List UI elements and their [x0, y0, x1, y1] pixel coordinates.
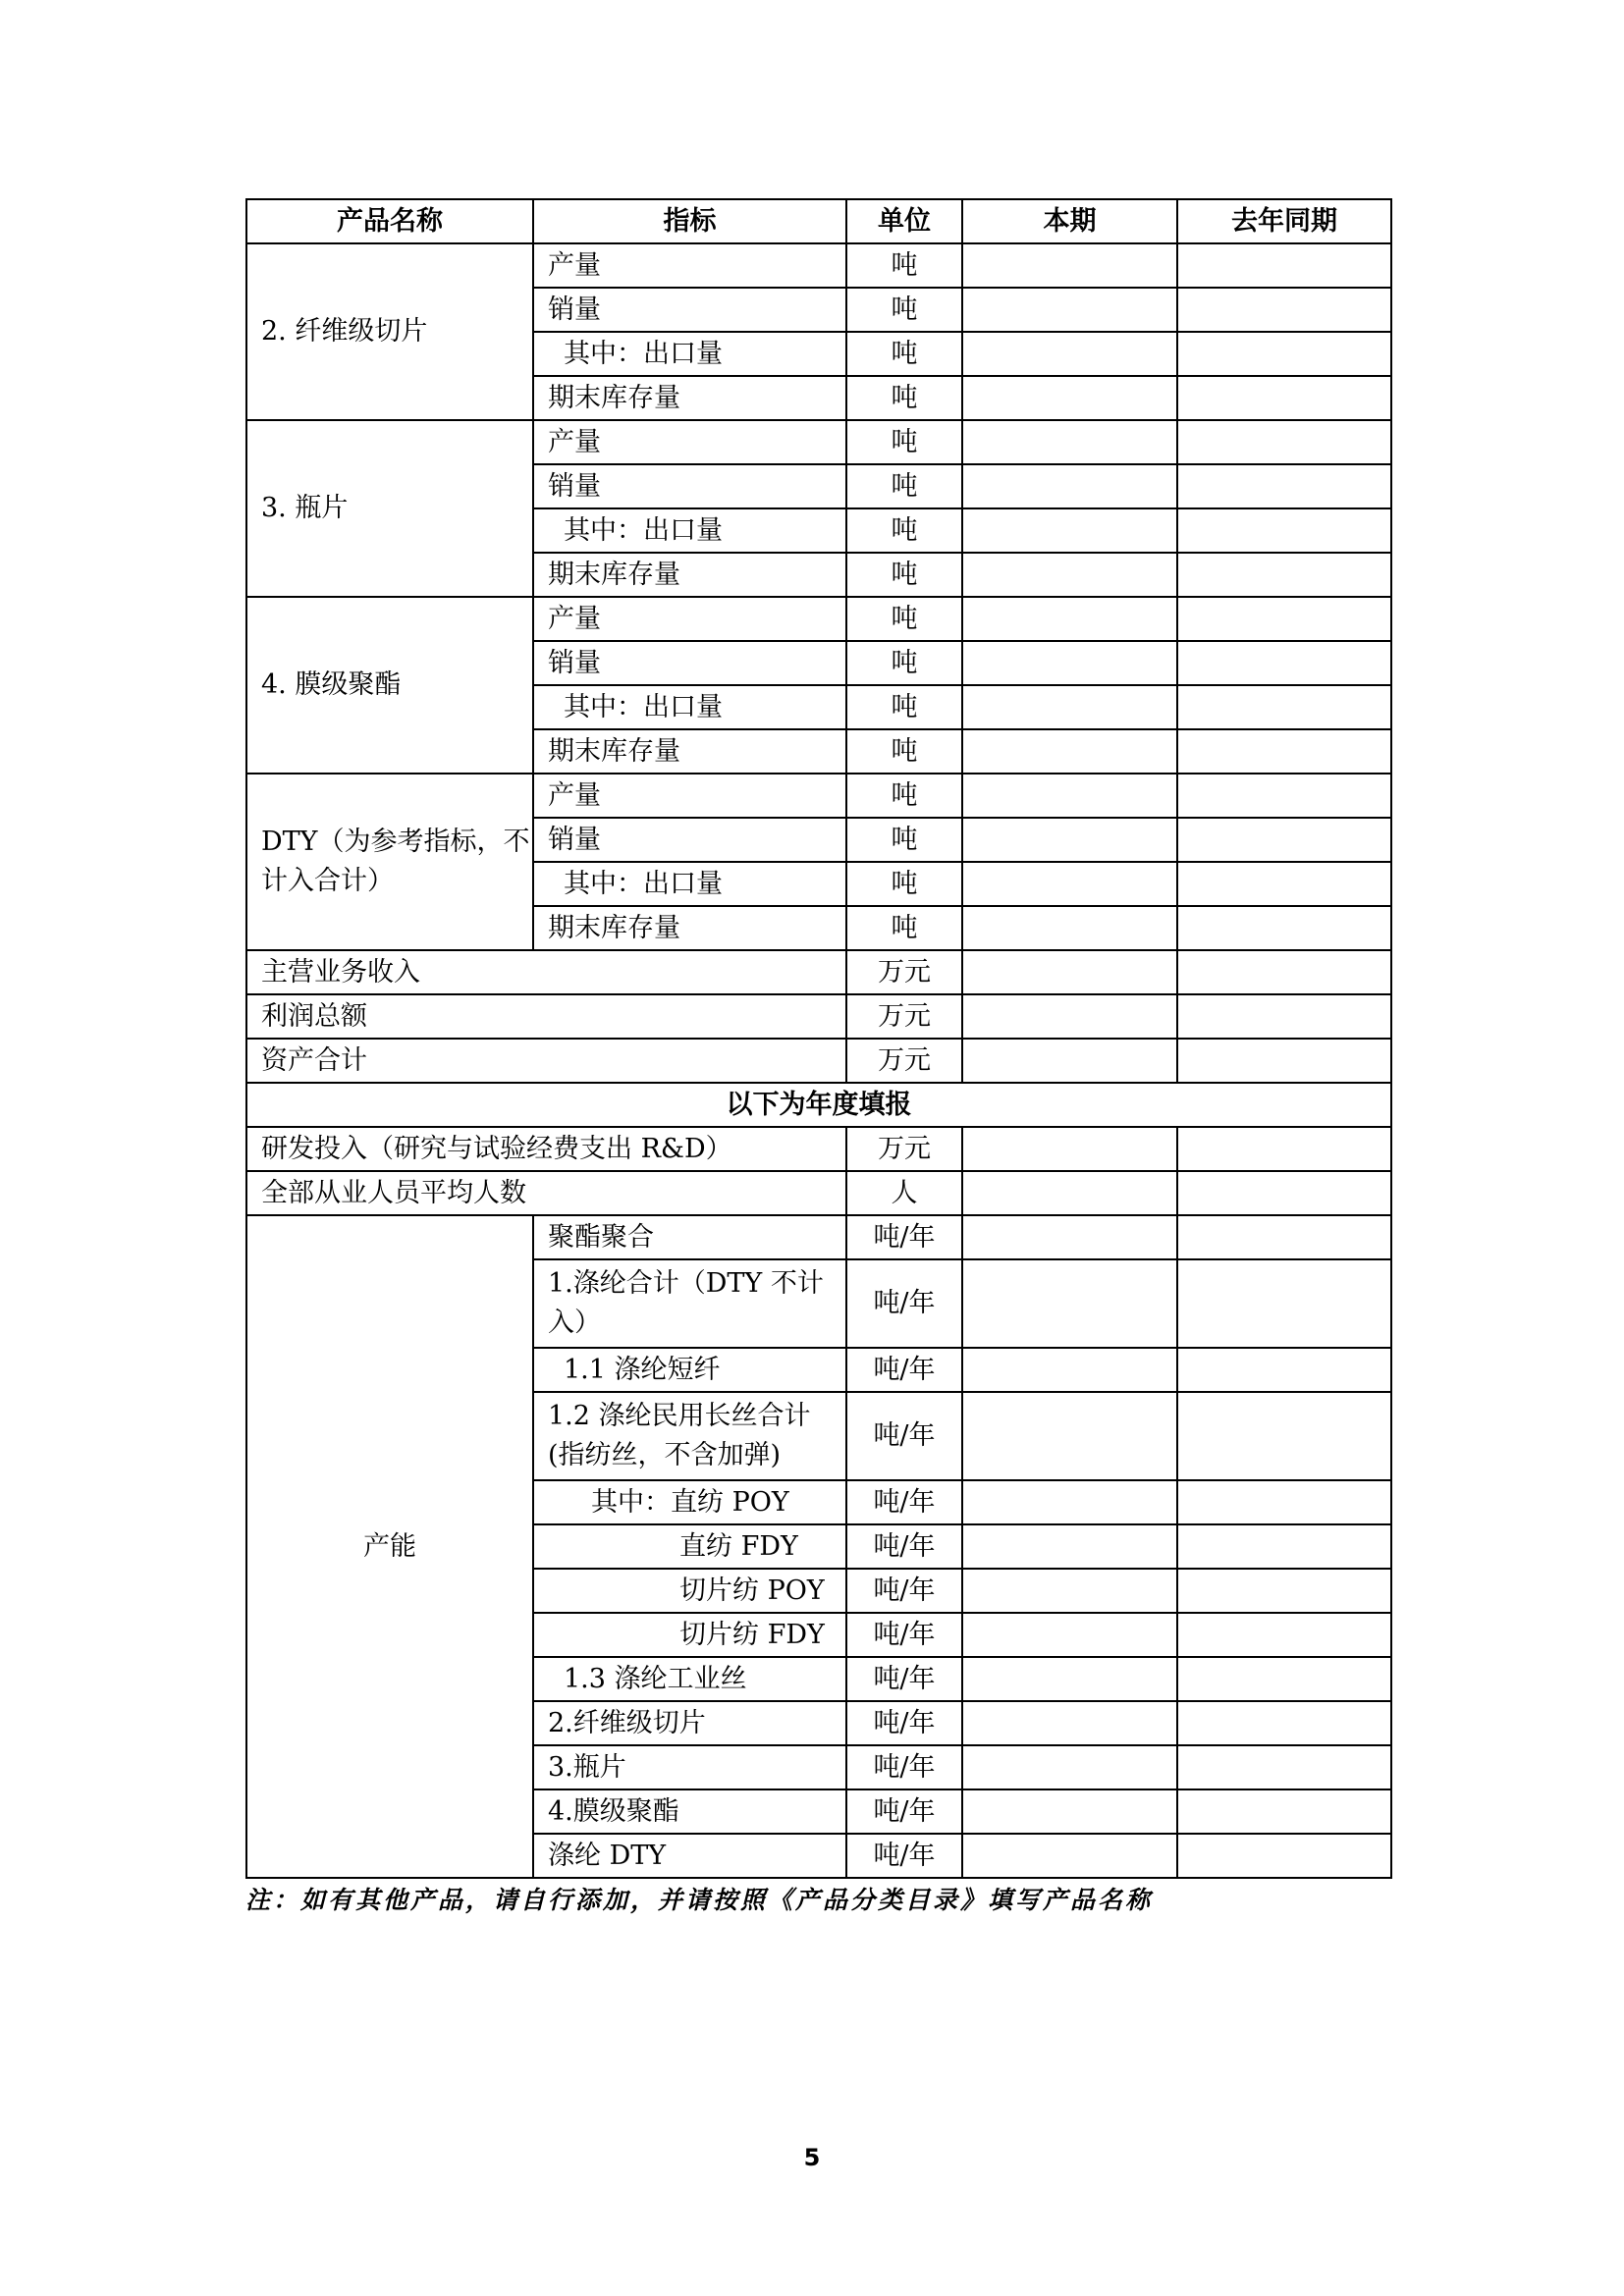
current-value-cell[interactable]: [962, 464, 1177, 508]
indicator-export: 其中：出口量: [533, 685, 846, 729]
current-value-cell[interactable]: [962, 508, 1177, 553]
table-row: [246, 950, 1391, 994]
current-value-cell[interactable]: [962, 1701, 1177, 1745]
indicator-stock: 期末库存量: [533, 553, 846, 597]
group-film-polyester: 4. 膜级聚酯: [246, 597, 533, 774]
statistics-form-table: [245, 198, 1392, 1879]
current-value-cell[interactable]: [962, 1127, 1177, 1171]
current-value-cell[interactable]: [962, 376, 1177, 420]
current-value-cell[interactable]: [962, 1392, 1177, 1480]
current-value-cell[interactable]: [962, 818, 1177, 862]
footnote: 注：如有其他产品，请自行添加，并请按照《产品分类目录》填写产品名称: [245, 1886, 1154, 1914]
current-value-cell[interactable]: [962, 288, 1177, 332]
table-row: [246, 1127, 1391, 1171]
last-year-value-cell[interactable]: [1177, 508, 1391, 553]
group-fiber-chip: 2. 纤维级切片: [246, 243, 533, 420]
unit-cell: 吨/年: [846, 1701, 962, 1745]
annual-section-header: 以下为年度填报: [246, 1083, 1391, 1127]
current-value-cell[interactable]: [962, 1215, 1177, 1259]
total-assets-label: 资产合计: [246, 1039, 846, 1083]
last-year-value-cell[interactable]: [1177, 641, 1391, 685]
unit-cell: 人: [846, 1171, 962, 1215]
indicator-sales: 销量: [533, 288, 846, 332]
capacity-dty: 涤纶 DTY: [533, 1834, 846, 1878]
current-value-cell[interactable]: [962, 1745, 1177, 1789]
unit-cell: 吨/年: [846, 1657, 962, 1701]
current-value-cell[interactable]: [962, 1657, 1177, 1701]
unit-cell: 吨/年: [846, 1348, 962, 1392]
group-dty: DTY（为参考指标，不计入合计）: [246, 774, 533, 950]
capacity-polymerization: 聚酯聚合: [533, 1215, 846, 1259]
indicator-export: 其中：出口量: [533, 862, 846, 906]
last-year-value-cell[interactable]: [1177, 1657, 1391, 1701]
current-value-cell[interactable]: [962, 1613, 1177, 1657]
table-row: [246, 420, 1391, 464]
avg-employees-label: 全部从业人员平均人数: [246, 1171, 846, 1215]
current-value-cell[interactable]: [962, 774, 1177, 818]
last-year-value-cell[interactable]: [1177, 553, 1391, 597]
unit-cell: 吨: [846, 774, 962, 818]
last-year-value-cell[interactable]: [1177, 1171, 1391, 1215]
unit-cell: 吨: [846, 376, 962, 420]
current-value-cell[interactable]: [962, 685, 1177, 729]
unit-cell: 吨/年: [846, 1789, 962, 1834]
last-year-value-cell[interactable]: [1177, 1480, 1391, 1524]
unit-cell: 吨/年: [846, 1392, 962, 1480]
page-number: 5: [803, 2144, 821, 2171]
indicator-sales: 销量: [533, 641, 846, 685]
indicator-sales: 销量: [533, 818, 846, 862]
last-year-value-cell[interactable]: [1177, 243, 1391, 288]
rd-input-label: 研发投入（研究与试验经费支出 R&D）: [246, 1127, 846, 1171]
last-year-value-cell[interactable]: [1177, 597, 1391, 641]
unit-cell: 吨: [846, 641, 962, 685]
current-value-cell[interactable]: [962, 1524, 1177, 1569]
capacity-filament-total: 1.2 涤纶民用长丝合计(指纺丝，不含加弹): [533, 1392, 846, 1480]
main-revenue-label: 主营业务收入: [246, 950, 846, 994]
unit-cell: 吨/年: [846, 1745, 962, 1789]
capacity-fiber-chip: 2.纤维级切片: [533, 1701, 846, 1745]
unit-cell: 吨/年: [846, 1480, 962, 1524]
unit-cell: 万元: [846, 950, 962, 994]
last-year-value-cell[interactable]: [1177, 729, 1391, 774]
unit-cell: 吨: [846, 243, 962, 288]
last-year-value-cell[interactable]: [1177, 1745, 1391, 1789]
unit-cell: 吨: [846, 685, 962, 729]
indicator-stock: 期末库存量: [533, 376, 846, 420]
current-value-cell[interactable]: [962, 332, 1177, 376]
last-year-value-cell[interactable]: [1177, 818, 1391, 862]
current-value-cell[interactable]: [962, 1480, 1177, 1524]
header-product-name: 产品名称: [246, 199, 533, 243]
last-year-value-cell[interactable]: [1177, 950, 1391, 994]
indicator-export: 其中：出口量: [533, 508, 846, 553]
current-value-cell[interactable]: [962, 243, 1177, 288]
unit-cell: 吨: [846, 597, 962, 641]
table-row: [246, 1215, 1391, 1259]
last-year-value-cell[interactable]: [1177, 1259, 1391, 1348]
annual-section-row: [246, 1083, 1391, 1127]
last-year-value-cell[interactable]: [1177, 1701, 1391, 1745]
table-row: [246, 774, 1391, 818]
current-value-cell[interactable]: [962, 1171, 1177, 1215]
capacity-film-polyester: 4.膜级聚酯: [533, 1789, 846, 1834]
table-row: [246, 994, 1391, 1039]
unit-cell: 吨: [846, 288, 962, 332]
current-value-cell[interactable]: [962, 420, 1177, 464]
indicator-output: 产量: [533, 774, 846, 818]
unit-cell: 吨: [846, 862, 962, 906]
unit-cell: 吨: [846, 420, 962, 464]
header-indicator: 指标: [533, 199, 846, 243]
unit-cell: 吨: [846, 553, 962, 597]
unit-cell: 吨: [846, 464, 962, 508]
current-value-cell[interactable]: [962, 553, 1177, 597]
current-value-cell[interactable]: [962, 1259, 1177, 1348]
unit-cell: 吨: [846, 332, 962, 376]
unit-cell: 吨: [846, 906, 962, 950]
last-year-value-cell[interactable]: [1177, 1127, 1391, 1171]
indicator-stock: 期末库存量: [533, 906, 846, 950]
unit-cell: 吨: [846, 818, 962, 862]
unit-cell: 万元: [846, 994, 962, 1039]
last-year-value-cell[interactable]: [1177, 376, 1391, 420]
last-year-value-cell[interactable]: [1177, 685, 1391, 729]
unit-cell: 吨: [846, 508, 962, 553]
unit-cell: 吨/年: [846, 1569, 962, 1613]
current-value-cell[interactable]: [962, 597, 1177, 641]
unit-cell: 吨/年: [846, 1524, 962, 1569]
table-row: [246, 1171, 1391, 1215]
indicator-stock: 期末库存量: [533, 729, 846, 774]
last-year-value-cell[interactable]: [1177, 1613, 1391, 1657]
last-year-value-cell[interactable]: [1177, 1834, 1391, 1878]
current-value-cell[interactable]: [962, 1348, 1177, 1392]
header-current-period: 本期: [962, 199, 1177, 243]
unit-cell: 万元: [846, 1039, 962, 1083]
group-bottle-chip: 3. 瓶片: [246, 420, 533, 597]
header-row: [246, 199, 1391, 243]
capacity-industrial-yarn: 1.3 涤纶工业丝: [533, 1657, 846, 1701]
last-year-value-cell[interactable]: [1177, 1524, 1391, 1569]
current-value-cell[interactable]: [962, 906, 1177, 950]
current-value-cell[interactable]: [962, 862, 1177, 906]
capacity-staple-fiber: 1.1 涤纶短纤: [533, 1348, 846, 1392]
capacity-direct-fdy: 直纺 FDY: [533, 1524, 846, 1569]
table-row: [246, 597, 1391, 641]
indicator-output: 产量: [533, 243, 846, 288]
last-year-value-cell[interactable]: [1177, 420, 1391, 464]
indicator-export: 其中：出口量: [533, 332, 846, 376]
group-capacity: 产能: [246, 1215, 533, 1878]
unit-cell: 吨/年: [846, 1613, 962, 1657]
capacity-bottle-chip: 3.瓶片: [533, 1745, 846, 1789]
unit-cell: 吨/年: [846, 1259, 962, 1348]
last-year-value-cell[interactable]: [1177, 1789, 1391, 1834]
header-unit: 单位: [846, 199, 962, 243]
last-year-value-cell[interactable]: [1177, 994, 1391, 1039]
unit-cell: 万元: [846, 1127, 962, 1171]
current-value-cell[interactable]: [962, 641, 1177, 685]
header-last-year: 去年同期: [1177, 199, 1391, 243]
total-profit-label: 利润总额: [246, 994, 846, 1039]
unit-cell: 吨/年: [846, 1834, 962, 1878]
unit-cell: 吨/年: [846, 1215, 962, 1259]
table-row: [246, 243, 1391, 288]
last-year-value-cell[interactable]: [1177, 1392, 1391, 1480]
last-year-value-cell[interactable]: [1177, 1569, 1391, 1613]
last-year-value-cell[interactable]: [1177, 862, 1391, 906]
capacity-chip-fdy: 切片纺 FDY: [533, 1613, 846, 1657]
unit-cell: 吨: [846, 729, 962, 774]
last-year-value-cell[interactable]: [1177, 1039, 1391, 1083]
last-year-value-cell[interactable]: [1177, 774, 1391, 818]
capacity-direct-poy: 其中：直纺 POY: [533, 1480, 846, 1524]
indicator-sales: 销量: [533, 464, 846, 508]
capacity-chip-poy: 切片纺 POY: [533, 1569, 846, 1613]
current-value-cell[interactable]: [962, 950, 1177, 994]
current-value-cell[interactable]: [962, 1789, 1177, 1834]
current-value-cell[interactable]: [962, 1834, 1177, 1878]
last-year-value-cell[interactable]: [1177, 1348, 1391, 1392]
table-row: [246, 1039, 1391, 1083]
last-year-value-cell[interactable]: [1177, 332, 1391, 376]
current-value-cell[interactable]: [962, 1039, 1177, 1083]
current-value-cell[interactable]: [962, 994, 1177, 1039]
indicator-output: 产量: [533, 420, 846, 464]
last-year-value-cell[interactable]: [1177, 464, 1391, 508]
last-year-value-cell[interactable]: [1177, 1215, 1391, 1259]
capacity-polyester-total: 1.涤纶合计（DTY 不计入）: [533, 1259, 846, 1348]
last-year-value-cell[interactable]: [1177, 288, 1391, 332]
current-value-cell[interactable]: [962, 729, 1177, 774]
indicator-output: 产量: [533, 597, 846, 641]
last-year-value-cell[interactable]: [1177, 906, 1391, 950]
current-value-cell[interactable]: [962, 1569, 1177, 1613]
